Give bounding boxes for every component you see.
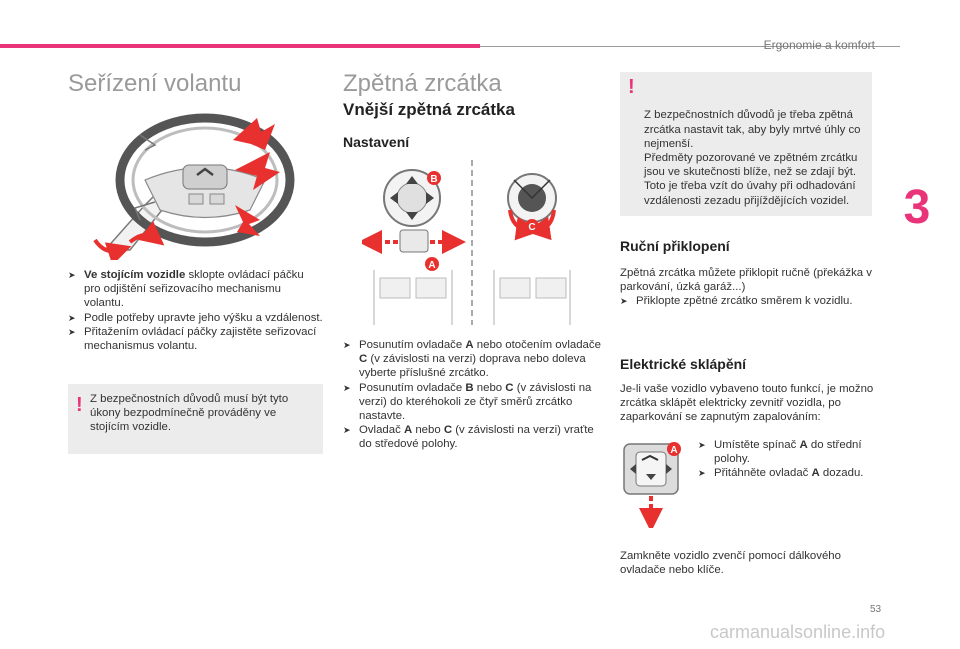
label-c: C bbox=[528, 222, 536, 233]
page-number: 53 bbox=[870, 604, 882, 615]
steering-instructions bbox=[68, 268, 323, 353]
mirror-control-illustration bbox=[362, 160, 577, 330]
steering-wheel-illustration bbox=[85, 110, 315, 260]
label-a: A bbox=[428, 260, 436, 271]
list-item: ➤ Posunutím ovladače B nebo C (v závislosti na verzi) do kteréhokoli ze čtyř směrů zrcátko nastavte. bbox=[343, 381, 592, 423]
warning-icon: ! bbox=[628, 76, 635, 98]
label-b: B bbox=[430, 174, 438, 185]
list-item: ➤ Přitáhněte ovladač A dozadu. bbox=[698, 467, 864, 480]
chapter-number: 3 bbox=[903, 181, 931, 234]
header-title: Ergonomie a komfort bbox=[763, 38, 875, 52]
watermark: carmanualsonline.info bbox=[710, 622, 886, 642]
list-item: ➤ Ovladač A nebo C (v závislosti na verzi) vraťte do středové polohy. bbox=[343, 424, 594, 451]
subsection-title-electric-fold: Elektrické sklápění bbox=[620, 356, 747, 372]
mirror-instructions bbox=[343, 338, 601, 452]
electric-fold-instructions bbox=[698, 438, 878, 481]
remote-lock-text: Zamkněte vozidlo zvenčí pomocí dálkového ovladače nebo klíče. bbox=[620, 550, 841, 577]
safety-note-steering: ! Z bezpečnostních důvodů musí být tyto úkony bezpodmínečně prováděny ve stojícím vozidle. bbox=[68, 384, 323, 454]
list-item: ➤ Přiklopte zpětné zrcátko směrem k vozidlu. bbox=[620, 295, 853, 308]
subsection-title-exterior: Vnější zpětná zrcátka bbox=[343, 100, 515, 119]
subsection-title-setting: Nastavení bbox=[343, 134, 410, 150]
label-a: A bbox=[670, 445, 678, 456]
warning-icon: ! bbox=[76, 394, 83, 416]
manual-fold-text: Zpětná zrcátka můžete přiklopit ručně (překážka v parkování, úzká garáž...) ➤ Přiklopte zpětné zrcátko směrem k vozidlu. bbox=[620, 266, 875, 309]
list-item: ➤ Ve stojícím vozidle sklopte ovládací páčku pro odjištění seřizovacího mechanismu volantu. bbox=[68, 269, 304, 310]
list-item: ➤ Podle potřeby upravte jeho výšku a vzdálenost. bbox=[68, 311, 323, 324]
list-item: ➤ Umístěte spínač A do střední polohy. bbox=[698, 439, 862, 466]
header-accent-bar bbox=[0, 44, 480, 48]
section-title-mirrors: Zpětná zrcátka bbox=[343, 70, 502, 97]
safety-note-mirrors: ! Z bezpečnostních důvodů je třeba zpětná zrcátka nastavit tak, aby byly mrtvé úhly co nejmenší. Předměty pozorované ve zpětném zrcátku jsou ve skutečnosti blíže, než se zdají být. Toto je třeba vzít do úvahy při odhadování vzdálenosti zezadu přijíždějících vozidel. bbox=[620, 72, 872, 216]
list-item: ➤ Posunutím ovladače A nebo otočením ovladače C (v závislosti na verzi) doprava nebo doleva vyberte příslušné zrcátko. bbox=[343, 339, 601, 380]
electric-fold-text: Je-li vaše vozidlo vybaveno touto funkcí, je možno zrcátka sklápět elektricky zevnitř vozidla, po zaparkování se zapnutým zapalováním: bbox=[620, 383, 874, 424]
fold-switch-illustration bbox=[620, 436, 690, 528]
list-item: ➤ Přitažením ovládací páčky zajistěte seřizovací mechanismus volantu. bbox=[68, 325, 317, 353]
subsection-title-manual-fold: Ruční přiklopení bbox=[620, 238, 730, 254]
section-title-steering: Seřízení volantu bbox=[68, 70, 242, 97]
